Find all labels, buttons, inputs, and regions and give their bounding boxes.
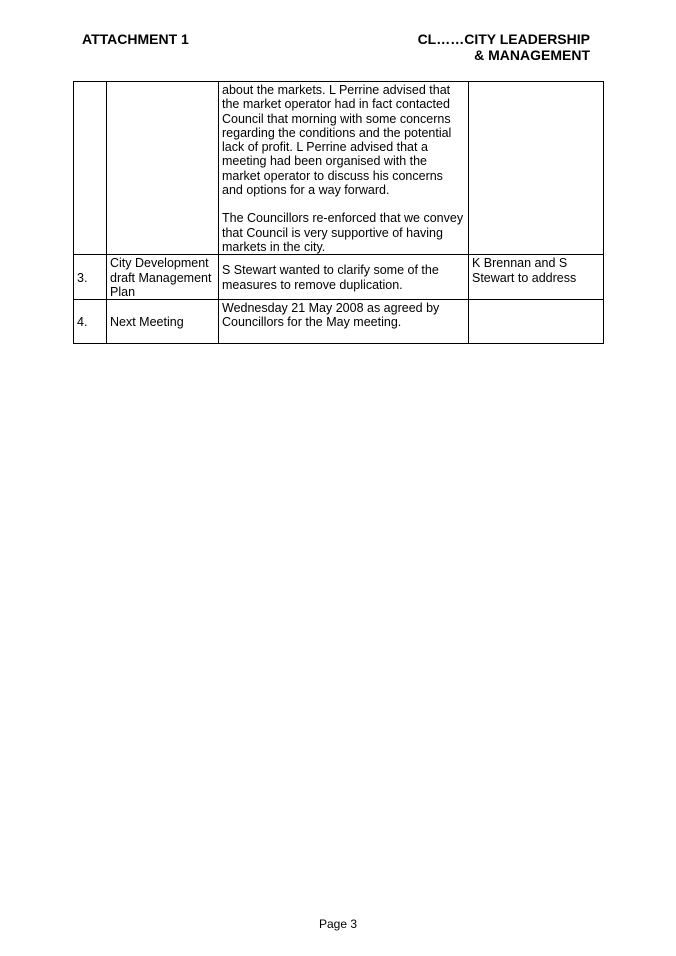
table-row: [74, 82, 604, 255]
action-cell: K Brennan and S Stewart to address: [469, 255, 604, 300]
action-cell: [469, 300, 604, 344]
section-heading-line1: CL……CITY LEADERSHIP: [417, 31, 590, 47]
item-title-cell: Next Meeting: [107, 300, 219, 344]
action-cell: [469, 82, 604, 255]
discussion-paragraph: The Councillors re-enforced that we convey that Council is very supportive of having markets in the city.: [222, 211, 464, 254]
discussion-cell: Wednesday 21 May 2008 as agreed by Councillors for the May meeting.: [219, 300, 469, 344]
section-heading-line2: & MANAGEMENT: [474, 47, 590, 63]
minutes-table: [73, 81, 604, 344]
item-title-cell: City Development draft Management Plan: [107, 255, 219, 300]
page-number: Page 3: [318, 917, 358, 931]
discussion-cell: [219, 82, 469, 255]
item-number-cell: [74, 82, 107, 255]
table-row: [74, 300, 604, 344]
discussion-paragraph: about the markets. L Perrine advised that the market operator had in fact contacted Council that morning with some concerns regarding the conditions and the potential lack of profit. L Perrine advised that a meeting had been organised with the market operator to discuss his concerns and options for a way forward.: [222, 83, 452, 198]
item-number-cell: 4.: [74, 300, 107, 344]
section-heading: [418, 31, 590, 63]
discussion-cell: S Stewart wanted to clarify some of the measures to remove duplication.: [219, 255, 469, 300]
item-title-cell: [107, 82, 219, 255]
attachment-label: ATTACHMENT 1: [82, 31, 189, 47]
item-number-cell: 3.: [74, 255, 107, 300]
table-row: [74, 255, 604, 300]
